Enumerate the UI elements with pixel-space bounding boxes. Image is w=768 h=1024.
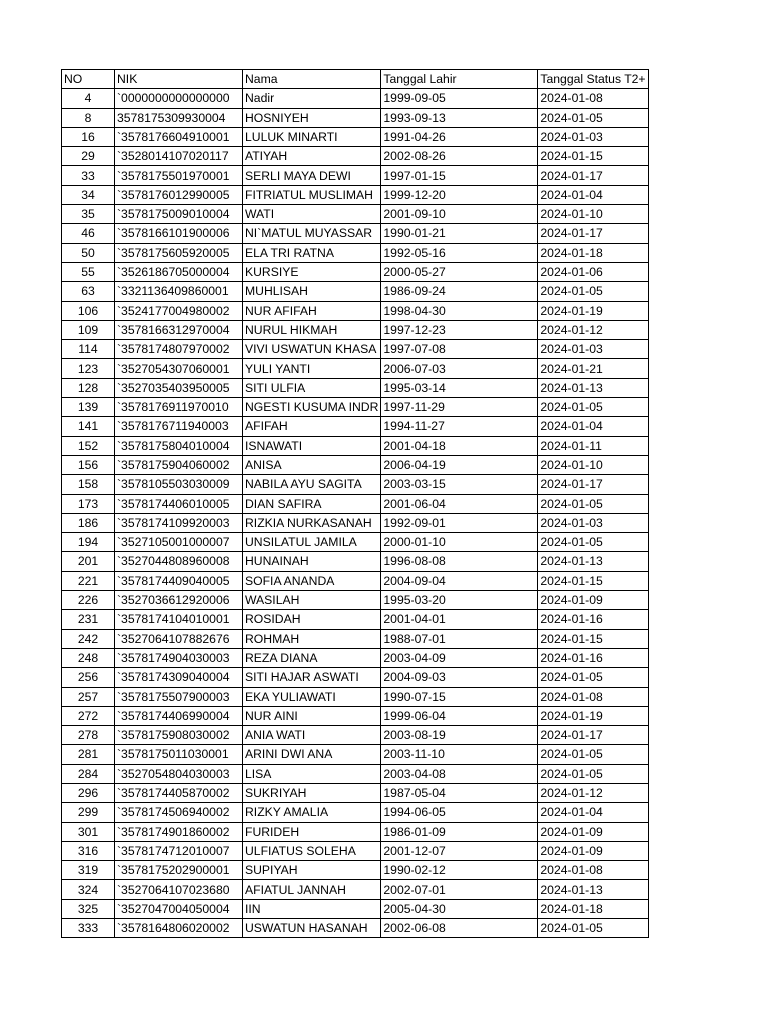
- cell-nama: FURIDEH: [243, 822, 381, 841]
- table-row: [62, 475, 649, 494]
- cell-tanggal-status: 2024-01-05: [538, 282, 648, 301]
- cell-no: 114: [62, 340, 115, 359]
- table-row: [62, 494, 649, 513]
- cell-nama: ELA TRI RATNA: [243, 243, 381, 262]
- table-row: [62, 147, 649, 166]
- table-row: [62, 841, 649, 860]
- cell-tanggal-lahir: 1987-05-04: [381, 783, 538, 802]
- cell-tanggal-status: 2024-01-17: [538, 166, 648, 185]
- cell-tanggal-status: 2024-01-17: [538, 224, 648, 243]
- cell-tanggal-status: 2024-01-09: [538, 591, 648, 610]
- table-row: [62, 89, 649, 108]
- cell-tanggal-status: 2024-01-03: [538, 513, 648, 532]
- cell-no: 173: [62, 494, 115, 513]
- cell-no: 301: [62, 822, 115, 841]
- cell-no: 296: [62, 783, 115, 802]
- cell-nik: `3578174405870002: [115, 783, 243, 802]
- cell-tanggal-status: 2024-01-05: [538, 745, 648, 764]
- cell-no: 299: [62, 803, 115, 822]
- cell-no: 281: [62, 745, 115, 764]
- cell-nama: IIN: [243, 899, 381, 918]
- cell-nama: USWATUN HASANAH: [243, 919, 381, 938]
- cell-nik: `3578175904060002: [115, 455, 243, 474]
- table-row: [62, 513, 649, 532]
- cell-nama: DIAN SAFIRA: [243, 494, 381, 513]
- table-row: [62, 822, 649, 841]
- cell-tanggal-lahir: 2006-07-03: [381, 359, 538, 378]
- cell-tanggal-lahir: 1990-07-15: [381, 687, 538, 706]
- cell-no: 55: [62, 262, 115, 281]
- cell-no: 109: [62, 320, 115, 339]
- cell-nik: `3578176012990005: [115, 185, 243, 204]
- cell-tanggal-status: 2024-01-04: [538, 185, 648, 204]
- header-no: NO: [62, 70, 115, 89]
- cell-tanggal-status: 2024-01-19: [538, 301, 648, 320]
- table-row: [62, 127, 649, 146]
- cell-no: 50: [62, 243, 115, 262]
- cell-nik: 3578175309930004: [115, 108, 243, 127]
- cell-tanggal-lahir: 1986-09-24: [381, 282, 538, 301]
- cell-tanggal-lahir: 1997-11-29: [381, 398, 538, 417]
- cell-tanggal-lahir: 2001-04-01: [381, 610, 538, 629]
- cell-tanggal-lahir: 2000-01-10: [381, 533, 538, 552]
- cell-tanggal-lahir: 1997-01-15: [381, 166, 538, 185]
- table-row: [62, 185, 649, 204]
- table-row: [62, 591, 649, 610]
- cell-nik: `3578174506940002: [115, 803, 243, 822]
- cell-no: 278: [62, 726, 115, 745]
- cell-tanggal-lahir: 2000-05-27: [381, 262, 538, 281]
- cell-nama: Nadir: [243, 89, 381, 108]
- cell-no: 106: [62, 301, 115, 320]
- cell-tanggal-lahir: 2002-06-08: [381, 919, 538, 938]
- cell-tanggal-status: 2024-01-09: [538, 822, 648, 841]
- cell-nama: FITRIATUL MUSLIMAH: [243, 185, 381, 204]
- cell-no: 248: [62, 648, 115, 667]
- cell-nik: `3578176604910001: [115, 127, 243, 146]
- cell-nama: MUHLISAH: [243, 282, 381, 301]
- cell-nik: `3321136409860001: [115, 282, 243, 301]
- cell-no: 272: [62, 706, 115, 725]
- cell-tanggal-lahir: 1991-04-26: [381, 127, 538, 146]
- table-row: [62, 726, 649, 745]
- cell-tanggal-status: 2024-01-08: [538, 89, 648, 108]
- cell-no: 156: [62, 455, 115, 474]
- table-row: [62, 166, 649, 185]
- cell-nama: ISNAWATI: [243, 436, 381, 455]
- cell-nama: SUKRIYAH: [243, 783, 381, 802]
- table-row: [62, 359, 649, 378]
- cell-tanggal-status: 2024-01-16: [538, 610, 648, 629]
- cell-nik: `3578174309040004: [115, 668, 243, 687]
- cell-nik: `3527054804030003: [115, 764, 243, 783]
- cell-nama: RIZKIA NURKASANAH: [243, 513, 381, 532]
- cell-tanggal-status: 2024-01-05: [538, 494, 648, 513]
- table-row: [62, 668, 649, 687]
- cell-nik: `3527036612920006: [115, 591, 243, 610]
- cell-nik: `3578174901860002: [115, 822, 243, 841]
- table-row: [62, 378, 649, 397]
- data-table: [61, 69, 649, 938]
- cell-nik: `3578174109920003: [115, 513, 243, 532]
- table-row: [62, 205, 649, 224]
- cell-nik: `3578166312970004: [115, 320, 243, 339]
- cell-tanggal-lahir: 1998-04-30: [381, 301, 538, 320]
- cell-tanggal-lahir: 2003-11-10: [381, 745, 538, 764]
- cell-nik: `3578164806020002: [115, 919, 243, 938]
- cell-tanggal-lahir: 2004-09-03: [381, 668, 538, 687]
- cell-tanggal-status: 2024-01-17: [538, 475, 648, 494]
- cell-nama: EKA YULIAWATI: [243, 687, 381, 706]
- cell-nik: `3578105503030009: [115, 475, 243, 494]
- cell-no: 46: [62, 224, 115, 243]
- cell-tanggal-status: 2024-01-04: [538, 803, 648, 822]
- header-nik: NIK: [115, 70, 243, 89]
- cell-nama: WATI: [243, 205, 381, 224]
- cell-nama: NUR AINI: [243, 706, 381, 725]
- table-row: [62, 243, 649, 262]
- cell-nik: `3578174807970002: [115, 340, 243, 359]
- cell-tanggal-lahir: 1997-12-23: [381, 320, 538, 339]
- cell-tanggal-status: 2024-01-08: [538, 861, 648, 880]
- cell-nama: AFIATUL JANNAH: [243, 880, 381, 899]
- cell-tanggal-lahir: 1996-08-08: [381, 552, 538, 571]
- cell-nama: ARINI DWI ANA: [243, 745, 381, 764]
- cell-no: 123: [62, 359, 115, 378]
- cell-tanggal-lahir: 1986-01-09: [381, 822, 538, 841]
- cell-no: 34: [62, 185, 115, 204]
- cell-tanggal-status: 2024-01-21: [538, 359, 648, 378]
- table-row: [62, 919, 649, 938]
- cell-no: 226: [62, 591, 115, 610]
- cell-tanggal-status: 2024-01-03: [538, 127, 648, 146]
- table-row: [62, 783, 649, 802]
- cell-tanggal-status: 2024-01-04: [538, 417, 648, 436]
- cell-tanggal-lahir: 1999-12-20: [381, 185, 538, 204]
- table-row: [62, 436, 649, 455]
- table-row: [62, 861, 649, 880]
- cell-no: 8: [62, 108, 115, 127]
- cell-nama: LULUK MINARTI: [243, 127, 381, 146]
- table-row: [62, 533, 649, 552]
- cell-tanggal-lahir: 2002-08-26: [381, 147, 538, 166]
- cell-tanggal-status: 2024-01-15: [538, 629, 648, 648]
- cell-nik: `3578174904030003: [115, 648, 243, 667]
- cell-nik: `3578175507900003: [115, 687, 243, 706]
- cell-no: 231: [62, 610, 115, 629]
- cell-tanggal-status: 2024-01-15: [538, 147, 648, 166]
- cell-tanggal-status: 2024-01-13: [538, 552, 648, 571]
- cell-tanggal-lahir: 1992-09-01: [381, 513, 538, 532]
- cell-nik: `3527047004050004: [115, 899, 243, 918]
- cell-nama: LISA: [243, 764, 381, 783]
- cell-nama: ROSIDAH: [243, 610, 381, 629]
- header-row: [62, 70, 649, 89]
- cell-nik: `3578176911970010: [115, 398, 243, 417]
- cell-tanggal-lahir: 2003-08-19: [381, 726, 538, 745]
- cell-nama: KURSIYE: [243, 262, 381, 281]
- cell-tanggal-lahir: 2001-06-04: [381, 494, 538, 513]
- table-row: [62, 706, 649, 725]
- table-row: [62, 552, 649, 571]
- cell-nama: ULFIATUS SOLEHA: [243, 841, 381, 860]
- cell-nik: `3526186705000004: [115, 262, 243, 281]
- cell-no: 316: [62, 841, 115, 860]
- cell-nik: `3578175202900001: [115, 861, 243, 880]
- cell-nama: NURUL HIKMAH: [243, 320, 381, 339]
- cell-no: 63: [62, 282, 115, 301]
- cell-no: 141: [62, 417, 115, 436]
- cell-no: 242: [62, 629, 115, 648]
- cell-tanggal-lahir: 2003-04-08: [381, 764, 538, 783]
- cell-tanggal-lahir: 1999-06-04: [381, 706, 538, 725]
- cell-no: 128: [62, 378, 115, 397]
- cell-tanggal-lahir: 2003-03-15: [381, 475, 538, 494]
- cell-tanggal-lahir: 2002-07-01: [381, 880, 538, 899]
- cell-nama: ANIA WATI: [243, 726, 381, 745]
- cell-nama: REZA DIANA: [243, 648, 381, 667]
- cell-tanggal-status: 2024-01-09: [538, 841, 648, 860]
- cell-no: 333: [62, 919, 115, 938]
- cell-nama: VIVI USWATUN KHASA: [243, 340, 381, 359]
- cell-nik: `3578175009010004: [115, 205, 243, 224]
- cell-nama: ROHMAH: [243, 629, 381, 648]
- cell-nama: NUR AFIFAH: [243, 301, 381, 320]
- cell-no: 4: [62, 89, 115, 108]
- cell-tanggal-lahir: 1994-11-27: [381, 417, 538, 436]
- cell-tanggal-lahir: 1995-03-14: [381, 378, 538, 397]
- cell-nik: `3578176711940003: [115, 417, 243, 436]
- cell-no: 201: [62, 552, 115, 571]
- cell-nama: WASILAH: [243, 591, 381, 610]
- cell-nama: AFIFAH: [243, 417, 381, 436]
- cell-tanggal-lahir: 1994-06-05: [381, 803, 538, 822]
- table-row: [62, 803, 649, 822]
- cell-nik: `0000000000000000: [115, 89, 243, 108]
- cell-nama: YULI YANTI: [243, 359, 381, 378]
- cell-nik: `3527064107023680: [115, 880, 243, 899]
- table-row: [62, 108, 649, 127]
- cell-no: 139: [62, 398, 115, 417]
- cell-nama: SOFIA ANANDA: [243, 571, 381, 590]
- table-row: [62, 899, 649, 918]
- cell-tanggal-lahir: 2004-09-04: [381, 571, 538, 590]
- cell-tanggal-status: 2024-01-08: [538, 687, 648, 706]
- table-row: [62, 301, 649, 320]
- cell-tanggal-status: 2024-01-13: [538, 880, 648, 899]
- table-row: [62, 262, 649, 281]
- cell-nik: `3524177004980002: [115, 301, 243, 320]
- cell-no: 256: [62, 668, 115, 687]
- header-tanggal-lahir: Tanggal Lahir: [381, 70, 538, 89]
- table-row: [62, 224, 649, 243]
- cell-no: 152: [62, 436, 115, 455]
- cell-nik: `3578166101900006: [115, 224, 243, 243]
- table-row: [62, 455, 649, 474]
- cell-nama: RIZKY AMALIA: [243, 803, 381, 822]
- cell-tanggal-lahir: 2005-04-30: [381, 899, 538, 918]
- cell-tanggal-lahir: 1988-07-01: [381, 629, 538, 648]
- cell-tanggal-status: 2024-01-05: [538, 398, 648, 417]
- cell-nama: HUNAINAH: [243, 552, 381, 571]
- cell-nik: `3578175501970001: [115, 166, 243, 185]
- cell-no: 35: [62, 205, 115, 224]
- table-row: [62, 610, 649, 629]
- cell-nama: HOSNIYEH: [243, 108, 381, 127]
- table-row: [62, 571, 649, 590]
- table-row: [62, 648, 649, 667]
- cell-tanggal-status: 2024-01-12: [538, 783, 648, 802]
- cell-nik: `3578174409040005: [115, 571, 243, 590]
- cell-tanggal-status: 2024-01-05: [538, 764, 648, 783]
- cell-nama: SITI ULFIA: [243, 378, 381, 397]
- cell-nik: `3527044808960008: [115, 552, 243, 571]
- cell-tanggal-status: 2024-01-05: [538, 919, 648, 938]
- cell-tanggal-status: 2024-01-18: [538, 243, 648, 262]
- cell-no: 319: [62, 861, 115, 880]
- cell-no: 257: [62, 687, 115, 706]
- cell-nik: `3578175804010004: [115, 436, 243, 455]
- cell-nama: SUPIYAH: [243, 861, 381, 880]
- table-row: [62, 764, 649, 783]
- cell-tanggal-lahir: 1999-09-05: [381, 89, 538, 108]
- cell-nik: `3527054307060001: [115, 359, 243, 378]
- cell-nama: ANISA: [243, 455, 381, 474]
- cell-tanggal-status: 2024-01-19: [538, 706, 648, 725]
- cell-tanggal-lahir: 1993-09-13: [381, 108, 538, 127]
- cell-no: 221: [62, 571, 115, 590]
- cell-nik: `3527105001000007: [115, 533, 243, 552]
- cell-tanggal-status: 2024-01-05: [538, 668, 648, 687]
- cell-tanggal-status: 2024-01-12: [538, 320, 648, 339]
- cell-tanggal-lahir: 2006-04-19: [381, 455, 538, 474]
- cell-tanggal-status: 2024-01-15: [538, 571, 648, 590]
- cell-tanggal-status: 2024-01-10: [538, 205, 648, 224]
- cell-tanggal-lahir: 2001-12-07: [381, 841, 538, 860]
- cell-tanggal-lahir: 1992-05-16: [381, 243, 538, 262]
- cell-no: 194: [62, 533, 115, 552]
- header-nama: Nama: [243, 70, 381, 89]
- cell-tanggal-status: 2024-01-05: [538, 108, 648, 127]
- cell-tanggal-lahir: 2001-04-18: [381, 436, 538, 455]
- table-row: [62, 629, 649, 648]
- cell-no: 29: [62, 147, 115, 166]
- cell-nik: `3578174104010001: [115, 610, 243, 629]
- cell-no: 33: [62, 166, 115, 185]
- table-row: [62, 687, 649, 706]
- cell-nik: `3578174406010005: [115, 494, 243, 513]
- table-row: [62, 320, 649, 339]
- cell-nama: SITI HAJAR ASWATI: [243, 668, 381, 687]
- cell-tanggal-status: 2024-01-17: [538, 726, 648, 745]
- cell-nama: UNSILATUL JAMILA: [243, 533, 381, 552]
- cell-nama: NGESTI KUSUMA INDR: [243, 398, 381, 417]
- cell-tanggal-status: 2024-01-03: [538, 340, 648, 359]
- cell-tanggal-lahir: 1990-01-21: [381, 224, 538, 243]
- cell-tanggal-lahir: 2001-09-10: [381, 205, 538, 224]
- cell-tanggal-status: 2024-01-13: [538, 378, 648, 397]
- cell-no: 325: [62, 899, 115, 918]
- table-row: [62, 417, 649, 436]
- cell-no: 16: [62, 127, 115, 146]
- cell-tanggal-lahir: 1990-02-12: [381, 861, 538, 880]
- cell-no: 284: [62, 764, 115, 783]
- cell-nik: `3578174406990004: [115, 706, 243, 725]
- cell-tanggal-status: 2024-01-10: [538, 455, 648, 474]
- cell-nama: SERLI MAYA DEWI: [243, 166, 381, 185]
- cell-tanggal-lahir: 1997-07-08: [381, 340, 538, 359]
- cell-tanggal-lahir: 2003-04-09: [381, 648, 538, 667]
- table-row: [62, 282, 649, 301]
- cell-nama: NABILA AYU SAGITA: [243, 475, 381, 494]
- cell-nik: `3527064107882676: [115, 629, 243, 648]
- cell-nik: `3578175011030001: [115, 745, 243, 764]
- cell-tanggal-status: 2024-01-06: [538, 262, 648, 281]
- header-tanggal-status: Tanggal Status T2+: [538, 70, 648, 89]
- cell-no: 158: [62, 475, 115, 494]
- cell-nama: NI`MATUL MUYASSAR: [243, 224, 381, 243]
- table-row: [62, 880, 649, 899]
- cell-tanggal-lahir: 1995-03-20: [381, 591, 538, 610]
- table-row: [62, 340, 649, 359]
- cell-nik: `3578174712010007: [115, 841, 243, 860]
- cell-nik: `3527035403950005: [115, 378, 243, 397]
- table-row: [62, 745, 649, 764]
- cell-tanggal-status: 2024-01-05: [538, 533, 648, 552]
- table-row: [62, 398, 649, 417]
- cell-tanggal-status: 2024-01-11: [538, 436, 648, 455]
- cell-nik: `3528014107020117: [115, 147, 243, 166]
- cell-nama: ATIYAH: [243, 147, 381, 166]
- cell-no: 186: [62, 513, 115, 532]
- cell-tanggal-status: 2024-01-16: [538, 648, 648, 667]
- cell-nik: `3578175605920005: [115, 243, 243, 262]
- cell-tanggal-status: 2024-01-18: [538, 899, 648, 918]
- cell-no: 324: [62, 880, 115, 899]
- cell-nik: `3578175908030002: [115, 726, 243, 745]
